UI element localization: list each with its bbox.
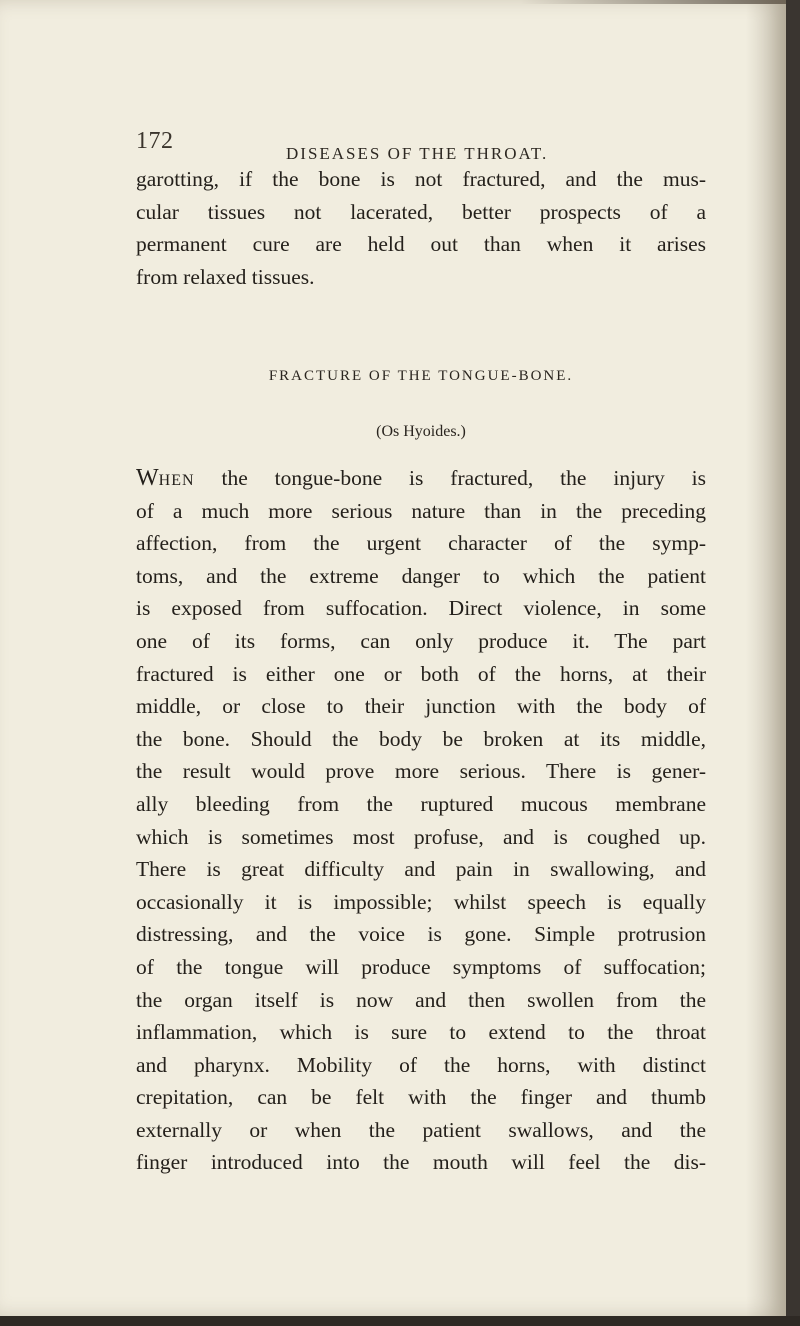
section-subheading: (Os Hyoides.) xyxy=(376,423,466,440)
running-title: DISEASES OF THE THROAT. xyxy=(286,144,549,163)
text-line: garotting, if the bone is not fractured, and the mus- xyxy=(136,167,706,191)
text-line: externally or when the patient swallows, and the xyxy=(136,1117,706,1142)
opening-paragraph xyxy=(136,163,706,293)
text-line: one of its forms, can only produce it. The part xyxy=(136,628,706,653)
text-line: and pharynx. Mobility of the horns, with distinct xyxy=(136,1052,706,1077)
main-paragraph xyxy=(136,462,706,1179)
text-line: affection, from the urgent character of the symp- xyxy=(136,531,706,556)
first-line-text: the tongue-bone is fractured, the injury is xyxy=(194,466,706,490)
text-line: the organ itself is now and then swollen from the xyxy=(136,987,706,1012)
text-line: There is great difficulty and pain in swallowing, and xyxy=(136,857,706,882)
initial-letter: W xyxy=(136,465,159,491)
text-line: crepitation, can be felt with the finger and thumb xyxy=(136,1085,706,1110)
section-heading: FRACTURE OF THE TONGUE-BONE. xyxy=(268,368,574,384)
page-bottom-edge xyxy=(0,1316,800,1326)
text-line: cular tissues not lacerated, better prospects of a xyxy=(136,199,706,224)
page-top-edge-shadow xyxy=(520,0,786,4)
small-caps-word: HEN xyxy=(158,472,195,489)
text-line: inflammation, which is sure to extend to the throat xyxy=(136,1020,706,1045)
text-line: finger introduced into the mouth will feel the dis- xyxy=(136,1150,706,1175)
text-line: which is sometimes most profuse, and is coughed up. xyxy=(136,824,706,849)
text-line: the bone. Should the body be broken at its middle, xyxy=(136,726,706,751)
text-line: toms, and the extreme danger to which the patient xyxy=(136,563,706,588)
text-line: occasionally it is impossible; whilst speech is equally xyxy=(136,889,706,914)
text-line: distressing, and the voice is gone. Simple protrusion xyxy=(136,922,706,947)
text-line: ally bleeding from the ruptured mucous membrane xyxy=(136,791,706,816)
text-line: fractured is either one or both of the horns, at their xyxy=(136,661,706,686)
page-number: 172 xyxy=(136,128,174,154)
text-line: the result would prove more serious. There is gener- xyxy=(136,759,706,784)
text-line: permanent cure are held out than when it arises xyxy=(136,232,706,256)
text-line-first xyxy=(136,462,706,495)
text-line: from relaxed tissues. xyxy=(136,264,315,289)
text-line: of a much more serious nature than in the preceding xyxy=(136,498,706,523)
text-line: is exposed from suffocation. Direct violence, in some xyxy=(136,596,706,621)
text-line: middle, or close to their junction with the body of xyxy=(136,694,706,719)
text-line: of the tongue will produce symptoms of suffocation; xyxy=(136,954,706,979)
